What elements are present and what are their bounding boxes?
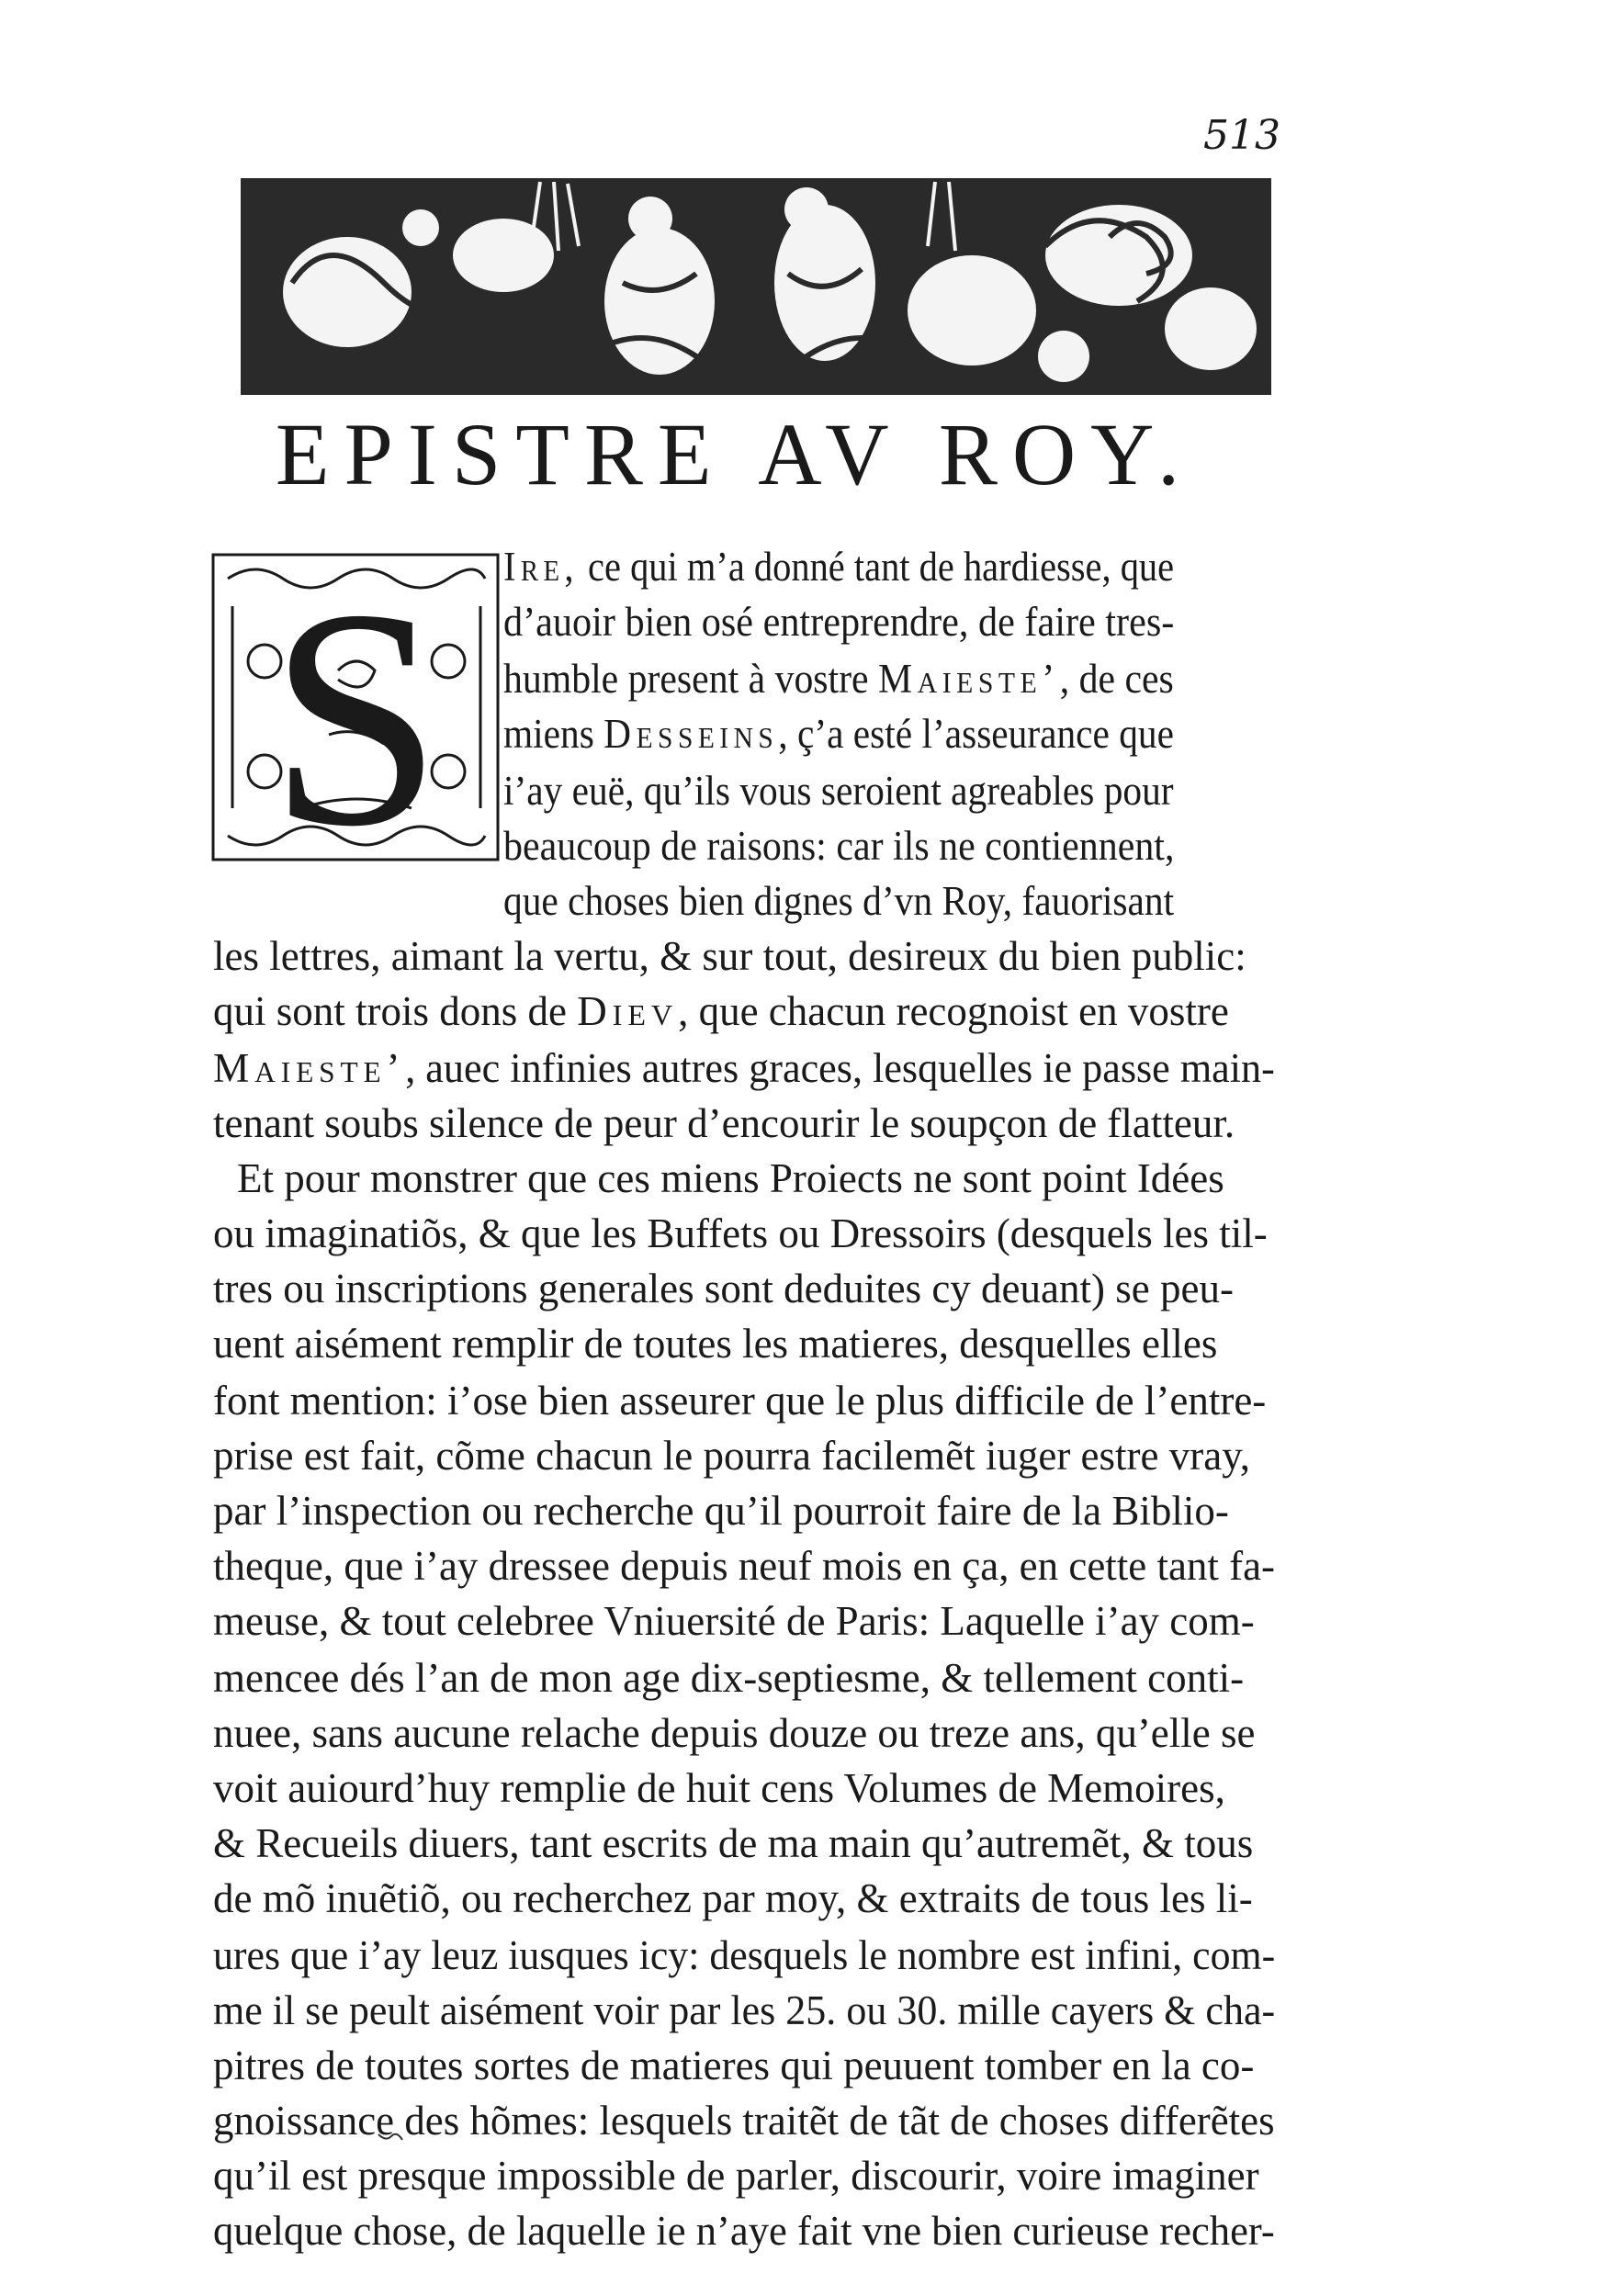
text-line [503, 876, 1175, 926]
line-text: voit auiourd’huy remplie de huit cens Volumes de Memoires, [213, 1765, 1225, 1811]
line-text: , ç’a esté l’asseurance que [778, 711, 1174, 757]
text-line [213, 1319, 1275, 1368]
line-text: prise est fait, cõme chacun le pourra facilemẽt iuger estre vray, [213, 1433, 1251, 1479]
text-line [503, 654, 1174, 703]
line-text: i’ay euë, qu’ils vous seroient agreables pour [503, 768, 1174, 814]
line-text: tenant soubs silence de peur d’encourir le soupçon de flatteur. [213, 1100, 1235, 1146]
text-line [213, 1653, 1275, 1703]
line-text: , que chacun recognoist en vostre [678, 988, 1229, 1034]
text-line [213, 1818, 1275, 1868]
line-text: que choses bien dignes d’vn Roy, fauorisant [503, 878, 1175, 924]
text-line [213, 1763, 1275, 1813]
text-line [503, 821, 1175, 871]
text-line [213, 986, 1275, 1036]
stray-ink-mark [377, 2131, 404, 2144]
ornamental-headpiece [237, 173, 1275, 400]
text-line [213, 1209, 1275, 1258]
line-text: & Recueils diuers, tant escrits de ma main qu’autremẽt, & tous [213, 1820, 1254, 1866]
line-text: pitres de toutes sortes de matieres qui peuuent tomber en la co- [213, 2043, 1255, 2088]
line-text: mencee dés l’an de mon age dix-septiesme, & tellement conti- [213, 1655, 1245, 1701]
line-text: de mõ inuẽtiõ, ou recherchez par moy, & extraits de tous les li- [213, 1875, 1253, 1921]
line-text: gnoissance des hõmes: lesquels traitẽt de tãt de choses differẽtes [213, 2098, 1275, 2144]
text-line [213, 1098, 1275, 1148]
text-line [503, 709, 1174, 759]
small-caps-text: Maieste’ [878, 656, 1060, 702]
line-text: theque, que i’ay dressee depuis neuf mois en ça, en cette tant fa- [213, 1543, 1276, 1589]
text-line [213, 931, 1275, 981]
line-text: Et pour monstrer que ces miens Proiects ne sont point Idées [237, 1155, 1224, 1201]
line-text: les lettres, aimant la vertu, & sur tout, desireux du bien public: [213, 933, 1246, 979]
small-caps-text: Diev [577, 988, 679, 1034]
line-text: ce qui m’a donné tant de hardiesse, que [578, 544, 1175, 590]
line-text: me il se peult aisément voir par les 25. ou 30. mille cayers & cha- [213, 1987, 1276, 2033]
text-line [213, 2041, 1275, 2090]
text-line [213, 1486, 1275, 1536]
text-line [213, 1541, 1274, 1591]
initial-letter: S [268, 551, 443, 863]
small-caps-text: Ire, [503, 544, 579, 590]
text-line [213, 1376, 1275, 1425]
line-text: qu’il est presque impossible de parler, discourir, voire imaginer [213, 2153, 1259, 2199]
line-text: uent aisément remplir de toutes les matieres, desquelles elles [213, 1321, 1218, 1367]
line-text: qui sont trois dons de [213, 988, 578, 1034]
decorated-initial-s [209, 551, 502, 863]
line-text: meuse, & tout celebree Vniuersité de Paris: Laquelle i’ay com- [213, 1598, 1255, 1644]
text-line [213, 1986, 1276, 2035]
text-line [213, 1596, 1275, 1646]
line-text: humble present à vostre [503, 656, 879, 702]
text-line [213, 2096, 1273, 2145]
page-number: 513 [1203, 112, 1280, 159]
text-line [213, 1930, 1276, 1980]
text-line [213, 2206, 1275, 2256]
text-line [213, 2151, 1275, 2200]
line-text: nuee, sans aucune relache depuis douze ou treze ans, qu’elle se [213, 1710, 1256, 1756]
text-line [213, 1264, 1275, 1313]
line-text: ures que i’ay leuz iusques icy: desquels le nombre est infini, com- [213, 1932, 1276, 1978]
text-line [503, 542, 1175, 591]
line-text: font mention: i’ose bien asseurer que le plus difficile de l’entre- [213, 1378, 1267, 1424]
line-text: d’auoir bien osé entreprendre, de faire tres- [503, 599, 1175, 645]
text-line [237, 1154, 1275, 1203]
line-text: par l’inspection ou recherche qu’il pourroit faire de la Biblio- [213, 1488, 1229, 1534]
text-line [503, 597, 1175, 647]
small-caps-text: Desseins [603, 711, 779, 757]
small-caps-text: Maieste’ [213, 1045, 406, 1091]
text-line [213, 1431, 1275, 1480]
line-text: quelque chose, de laquelle ie n’aye fait vne bien curieuse recher- [213, 2208, 1275, 2254]
line-text: beaucoup de raisons: car ils ne contiennent, [503, 823, 1175, 869]
page-title: EPISTRE AV ROY. [275, 405, 1195, 503]
text-line [213, 1708, 1275, 1758]
line-text: ou imaginatiõs, & que les Buffets ou Dressoirs (desquels les til- [213, 1210, 1268, 1256]
line-text: miens [503, 711, 604, 757]
text-line [213, 1043, 1275, 1093]
text-line [503, 766, 1174, 816]
line-text: , auec infinies autres graces, lesquelles ie passe main- [405, 1045, 1275, 1091]
line-text: , de ces [1059, 656, 1174, 702]
text-line [213, 1874, 1275, 1923]
line-text: tres ou inscriptions generales sont deduites cy deuant) se peu- [213, 1266, 1234, 1311]
